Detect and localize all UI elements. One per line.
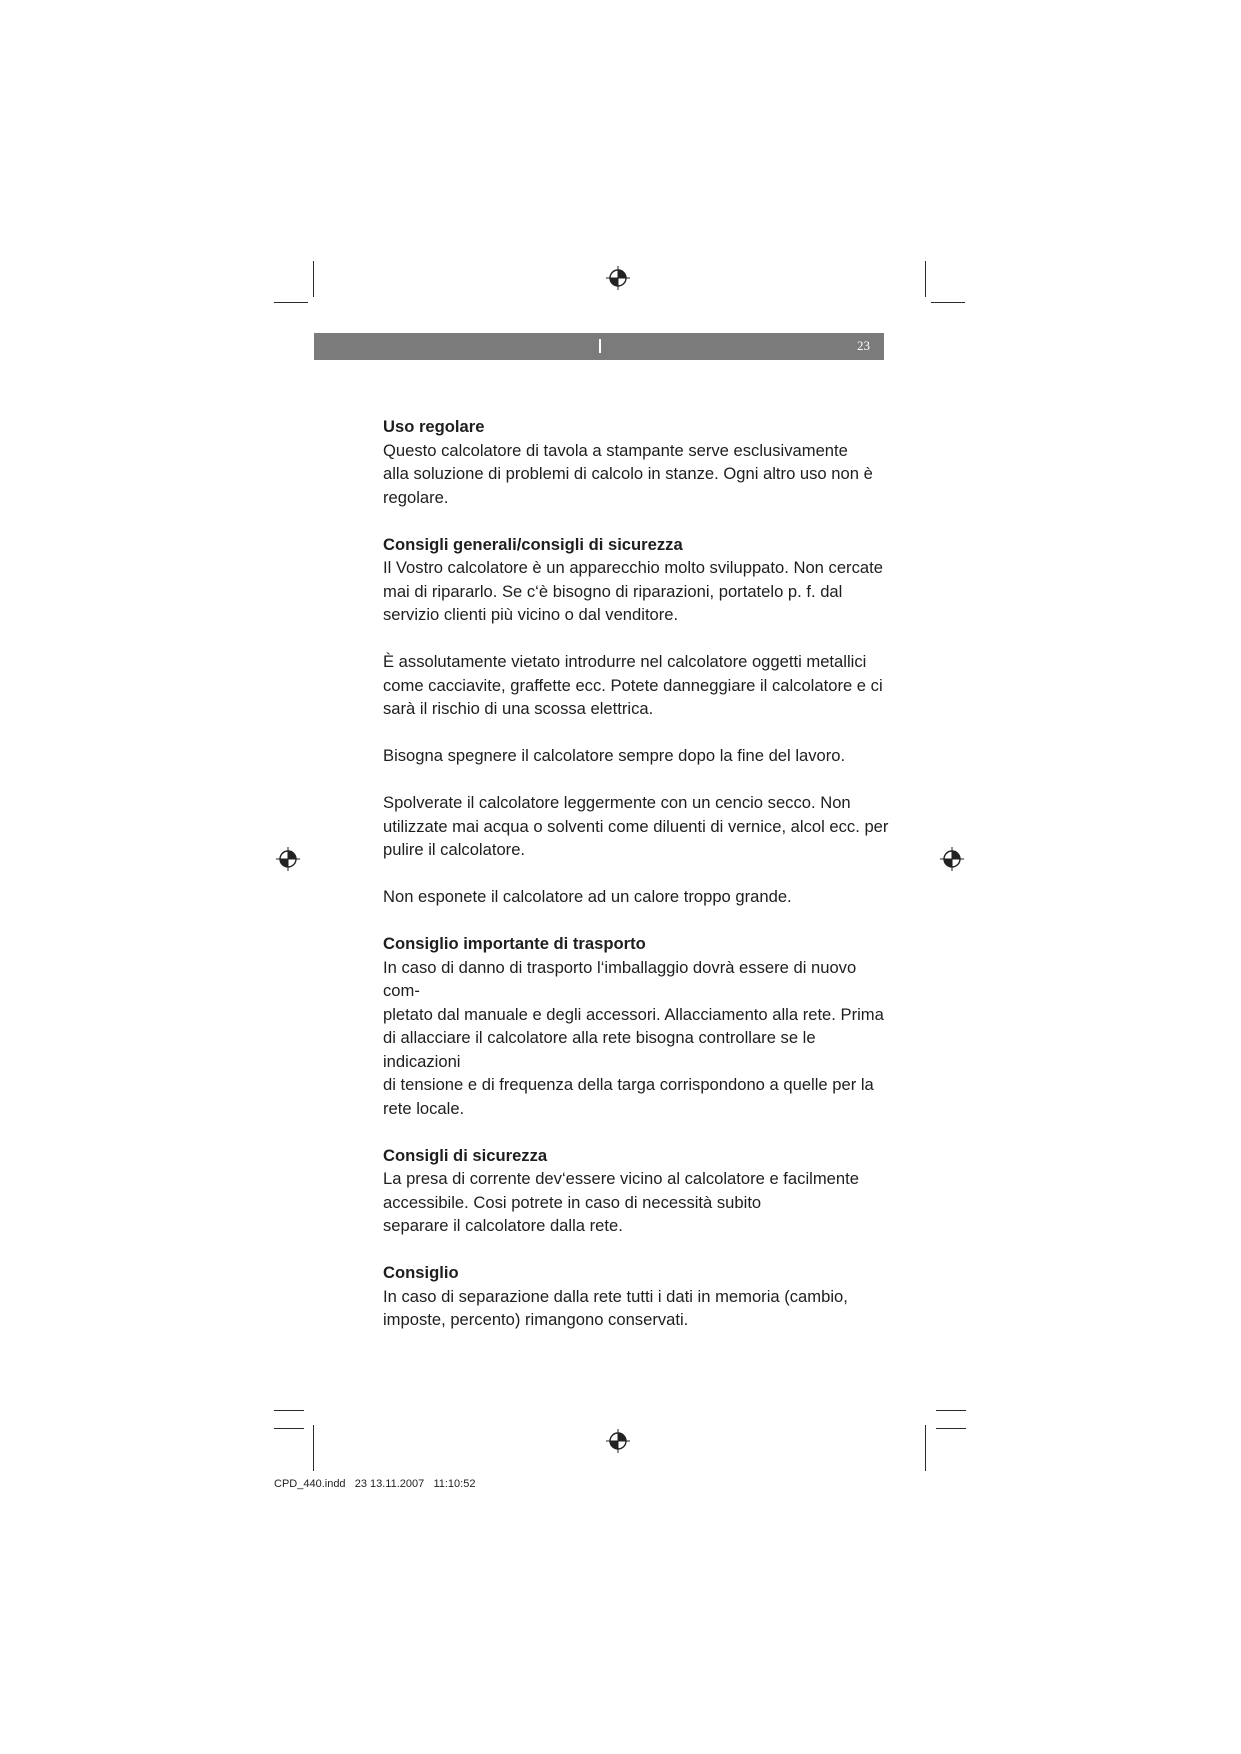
crop-mark-top-right-v (925, 261, 926, 297)
crop-mark-top-left-v (313, 261, 314, 297)
registration-mark-top-icon (606, 266, 630, 290)
section-consigli-sicurezza (383, 1144, 893, 1238)
paragraph: Non esponete il calcolatore ad un calore troppo grande. (383, 887, 792, 906)
document-body (383, 415, 893, 1355)
slug-time: 11:10:52 (433, 1478, 476, 1490)
crop-mark-bottom-right-h2 (936, 1428, 966, 1429)
page-header-bar (314, 333, 884, 360)
print-slug (274, 1478, 475, 1490)
paragraph: La presa di corrente dev‘essere vicino al calcolatore e facilmente accessibile. Cosi potrete in caso di necessità subito separare il calcolatore dalla rete. (383, 1169, 859, 1235)
section-heading: Consigli generali/consigli di sicurezza (383, 534, 683, 554)
crop-mark-bottom-right-v (925, 1425, 926, 1471)
section-heading: Consiglio (383, 1263, 459, 1282)
crop-mark-bottom-right-h1 (936, 1410, 966, 1411)
section-heading: Consiglio importante di trasporto (383, 934, 646, 953)
registration-mark-bottom-icon (606, 1429, 630, 1453)
slug-file: CPD_440.indd 23 (274, 1478, 367, 1490)
section-uso-regolare (383, 415, 893, 509)
paragraph: Questo calcolatore di tavola a stampante serve esclusivamente alla soluzione di problemi di calcolo in stanze. Ogni altro uso non è regolare. (383, 440, 873, 507)
crop-mark-bottom-left-h1 (274, 1410, 304, 1411)
crop-mark-bottom-left-h2 (274, 1428, 304, 1429)
section-heading: Uso regolare (383, 417, 485, 436)
paragraph: In caso di danno di trasporto l‘imballaggio dovrà essere di nuovo com- pletato dal manuale e degli accessori. Allacciamento alla rete. Prima di allacciare il calcolatore alla rete bisogna controllare se le indicazioni di tensione e di frequenza della targa corrispondono a quelle per la rete locale. (383, 957, 884, 1118)
paragraph: In caso di separazione dalla rete tutti i dati in memoria (cambio, imposte, percento) rimangono conservati. (383, 1286, 848, 1329)
registration-mark-right-icon (940, 847, 964, 871)
slug-date: 13.11.2007 (370, 1478, 425, 1490)
header-separator (599, 339, 601, 353)
crop-mark-top-left-h (274, 302, 308, 303)
section-consigli-generali (383, 533, 893, 909)
paragraph: Il Vostro calcolatore è un apparecchio molto sviluppato. Non cercate mai di ripararlo. Se c‘è bisogno di riparazioni, portatelo p. f. dal servizio clienti più vicino o dal venditore. (383, 558, 883, 624)
crop-mark-top-right-h (931, 302, 965, 303)
section-consiglio (383, 1261, 893, 1332)
section-consiglio-trasporto (383, 932, 893, 1120)
paragraph: È assolutamente vietato introdurre nel calcolatore oggetti metallici come cacciavite, graffette ecc. Potete danneggiare il calcolatore e ci sarà il rischio di una scossa elettrica. (383, 652, 883, 718)
page-number: 23 (857, 338, 870, 353)
section-heading: Consigli di sicurezza (383, 1145, 548, 1165)
crop-mark-bottom-left-v (313, 1425, 314, 1471)
paragraph: Spolverate il calcolatore leggermente con un cencio secco. Non utilizzate mai acqua o solventi come diluenti di vernice, alcol ecc. per pulire il calcolatore. (383, 793, 889, 859)
paragraph: Bisogna spegnere il calcolatore sempre dopo la fine del lavoro. (383, 746, 846, 765)
registration-mark-left-icon (276, 847, 300, 871)
